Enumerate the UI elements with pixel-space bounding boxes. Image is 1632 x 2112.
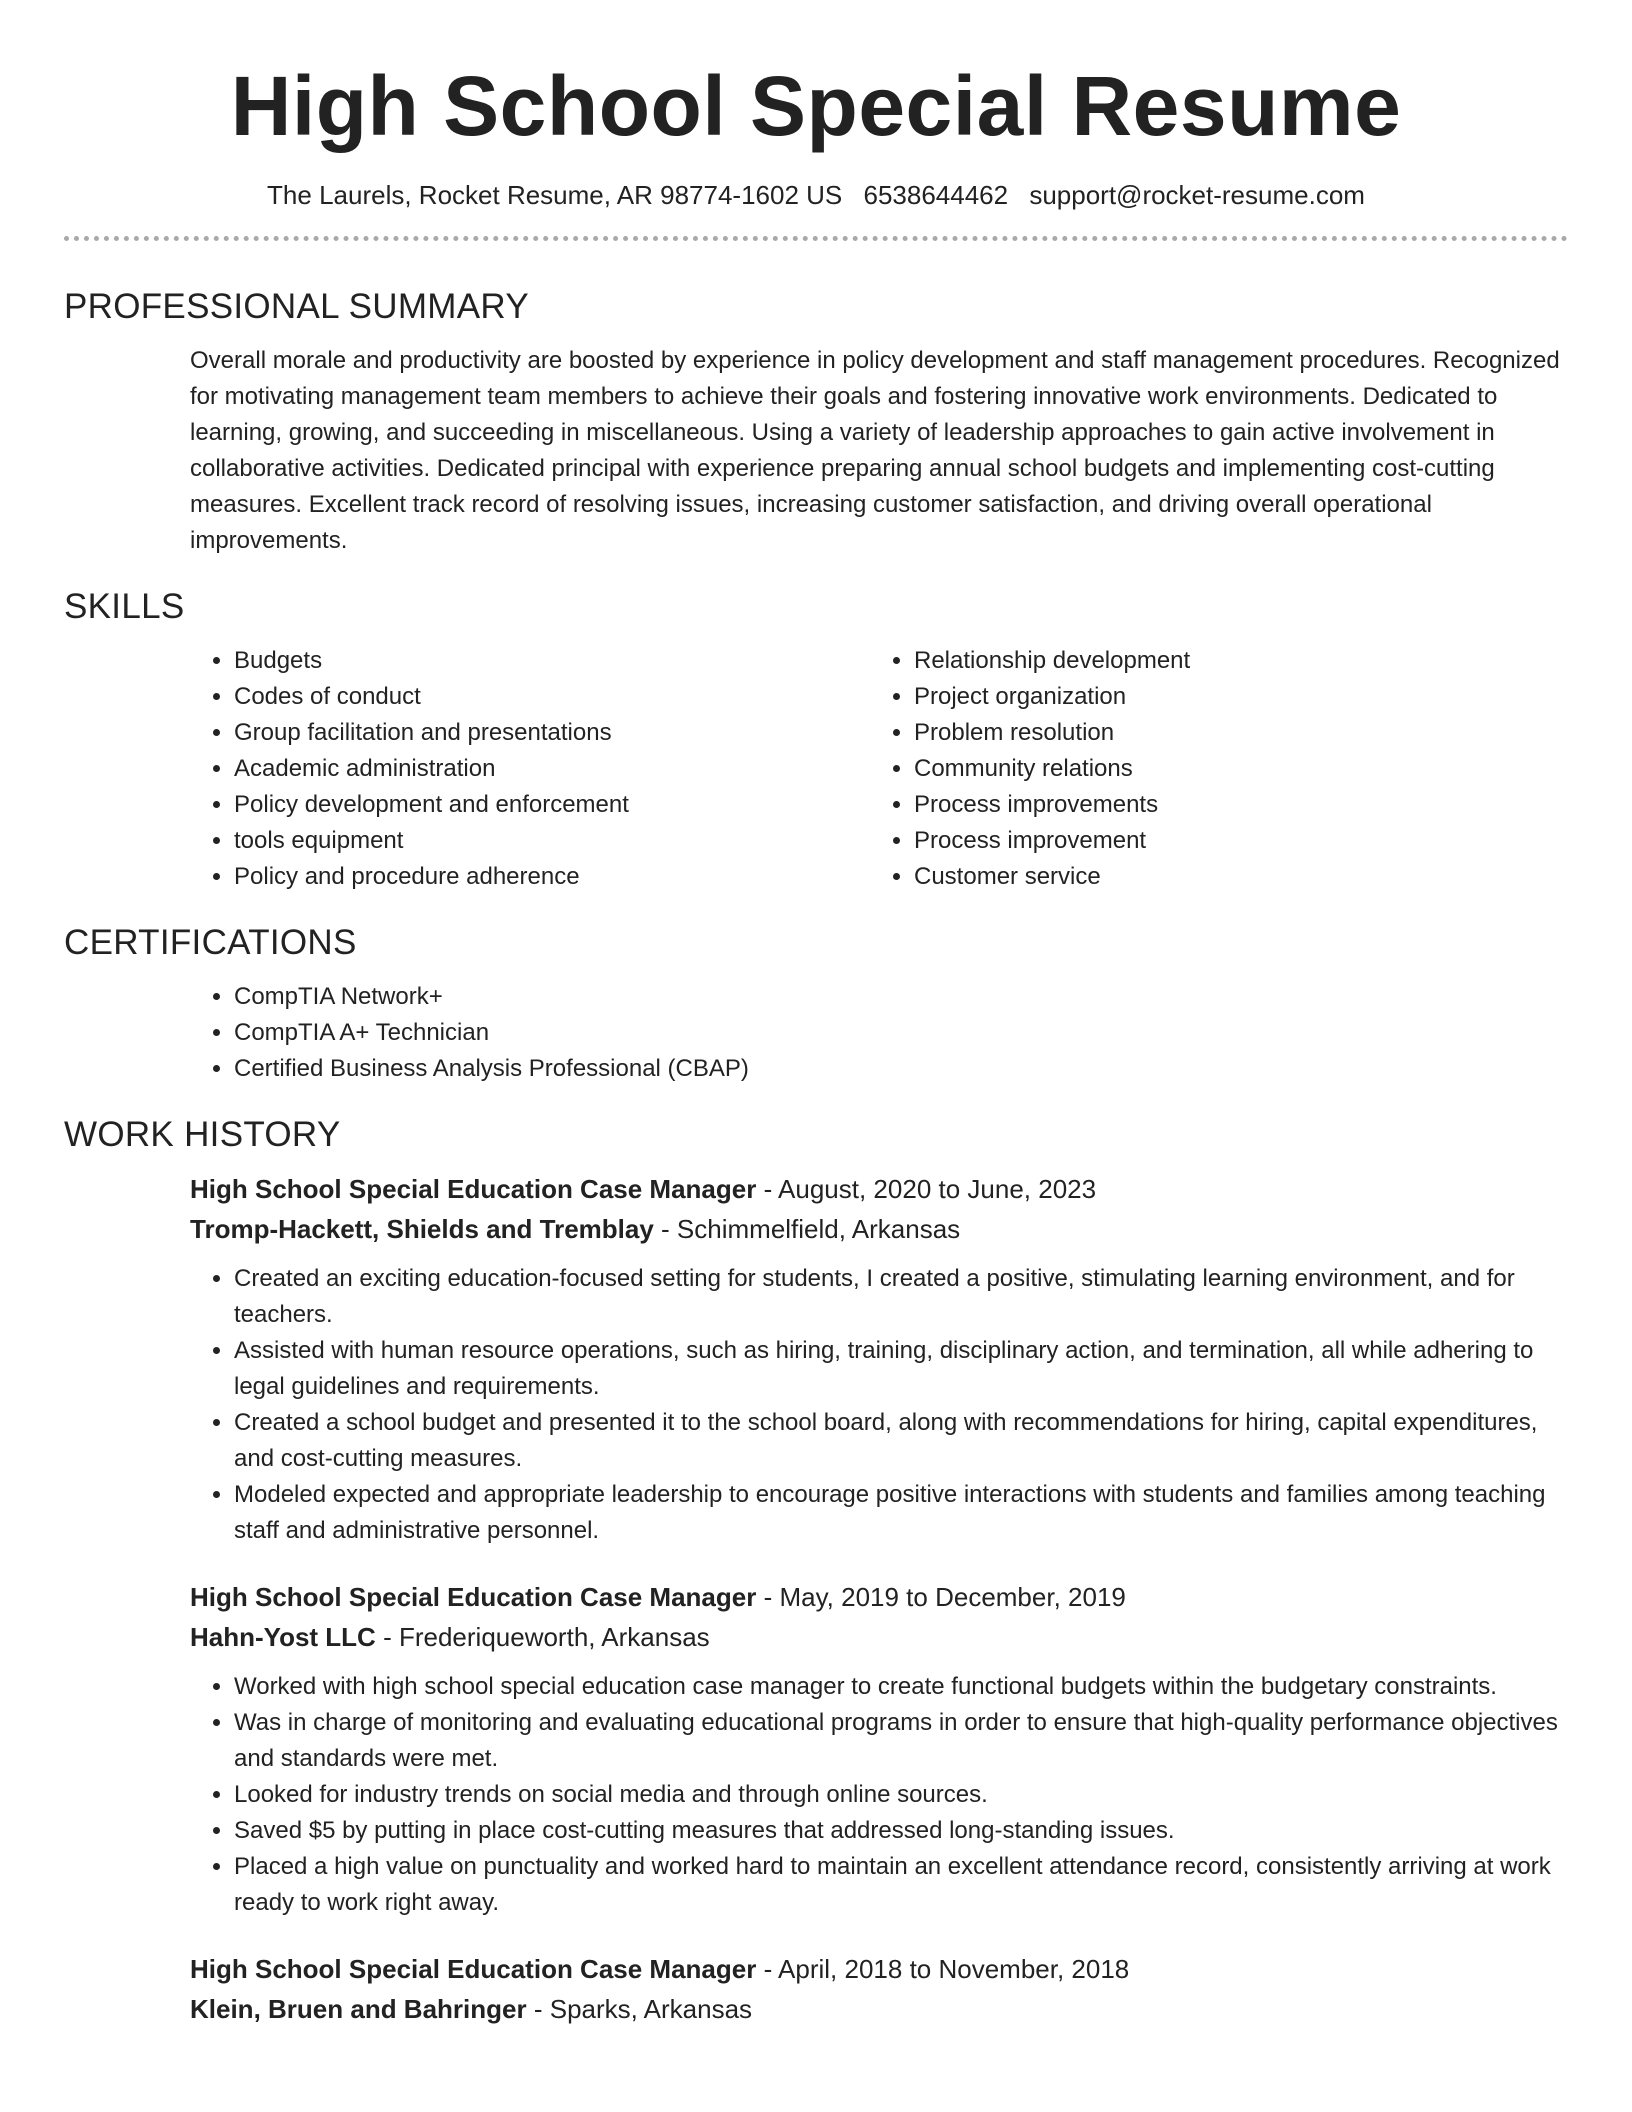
phone-text: 6538644462 <box>863 180 1009 210</box>
list-item: • Group facilitation and presentations <box>234 715 870 751</box>
summary-text: Overall morale and productivity are boosted by experience in policy development and staff management procedures. Recognized for motivating management team members to achieve their goals and fostering innovative work environments. Dedicated to learning, growing, and succeeding in miscellaneous. Using a variety of leadership approaches to gain active involvement in collaborative activities. Dedicated principal with experience preparing annual school budgets and implementing cost-cutting measures. Excellent track record of resolving issues, increasing customer satisfaction, and driving overall operational improvements. <box>190 347 1560 554</box>
skills-grid <box>190 643 1568 895</box>
job-company-line <box>190 1617 1568 1657</box>
list-item: • Modeled expected and appropriate leadership to encourage positive interactions with students and families among teaching staff and administrative personnel. <box>234 1477 1568 1549</box>
job-company: Hahn-Yost LLC <box>190 1622 376 1652</box>
list-item: • Certified Business Analysis Professional (CBAP) <box>234 1051 1568 1087</box>
job-company-line <box>190 1209 1568 1249</box>
job-entry <box>190 1949 1568 2029</box>
list-item: • Customer service <box>914 859 1568 895</box>
list-item: • Was in charge of monitoring and evaluating educational programs in order to ensure that high-quality performance objectives and standards were met. <box>234 1705 1568 1777</box>
job-title-line <box>190 1949 1568 1989</box>
list-item: • Placed a high value on punctuality and worked hard to maintain an excellent attendance record, consistently arriving at work ready to work right away. <box>234 1849 1568 1921</box>
job-dates: - August, 2020 to June, 2023 <box>763 1174 1097 1204</box>
job-entry <box>190 1169 1568 1549</box>
job-title: High School Special Education Case Manager <box>190 1174 757 1204</box>
list-item: • Process improvement <box>914 823 1568 859</box>
list-item: • Worked with high school special education case manager to create functional budgets within the budgetary constraints. <box>234 1669 1568 1705</box>
list-item: • Project organization <box>914 679 1568 715</box>
job-bullets <box>190 1669 1568 1921</box>
list-item: • CompTIA Network+ <box>234 979 1568 1015</box>
list-item: • Problem resolution <box>914 715 1568 751</box>
list-item: • Policy and procedure adherence <box>234 859 870 895</box>
job-company: Klein, Bruen and Bahringer <box>190 1994 527 2024</box>
job-company-line <box>190 1989 1568 2029</box>
job-location: - Frederiqueworth, Arkansas <box>383 1622 710 1652</box>
list-item: • Assisted with human resource operations, such as hiring, training, disciplinary action, and termination, all while adhering to legal guidelines and requirements. <box>234 1333 1568 1405</box>
list-item: • Process improvements <box>914 787 1568 823</box>
job-entry <box>190 1577 1568 1921</box>
skills-left-list <box>190 643 870 895</box>
job-location: - Sparks, Arkansas <box>533 1994 753 2024</box>
work-history-section <box>64 1113 1568 2029</box>
list-item: • Created a school budget and presented it to the school board, along with recommendations for hiring, capital expenditures, and cost-cutting measures. <box>234 1405 1568 1477</box>
job-location: - Schimmelfield, Arkansas <box>661 1214 961 1244</box>
certifications-list-wrap <box>190 979 1568 1087</box>
list-item: • CompTIA A+ Technician <box>234 1015 1568 1051</box>
certifications-title: CERTIFICATIONS <box>64 923 357 962</box>
list-item: • Saved $5 by putting in place cost-cutting measures that addressed long-standing issues. <box>234 1813 1568 1849</box>
resume-name: High School Special Resume <box>230 59 1402 153</box>
list-item: • Policy development and enforcement <box>234 787 870 823</box>
list-item: • Codes of conduct <box>234 679 870 715</box>
list-item: • tools equipment <box>234 823 870 859</box>
contact-line <box>64 178 1568 212</box>
job-company: Tromp-Hackett, Shields and Tremblay <box>190 1214 654 1244</box>
summary-section <box>64 285 1568 559</box>
list-item: • Budgets <box>234 643 870 679</box>
list-item: • Looked for industry trends on social media and through online sources. <box>234 1777 1568 1813</box>
job-title-line <box>190 1577 1568 1617</box>
header-divider <box>64 236 1568 241</box>
work-history-title: WORK HISTORY <box>64 1115 341 1154</box>
job-title-line <box>190 1169 1568 1209</box>
job-bullets <box>190 1261 1568 1549</box>
skills-title: SKILLS <box>64 587 185 626</box>
certifications-list <box>190 979 1568 1087</box>
list-item: • Community relations <box>914 751 1568 787</box>
job-dates: - May, 2019 to December, 2019 <box>763 1582 1126 1612</box>
skills-section <box>64 585 1568 895</box>
address-text: The Laurels, Rocket Resume, AR 98774-1602 US <box>267 180 843 210</box>
job-dates: - April, 2018 to November, 2018 <box>763 1954 1130 1984</box>
list-item: • Created an exciting education-focused setting for students, I created a positive, stimulating learning environment, and for teachers. <box>234 1261 1568 1333</box>
job-title: High School Special Education Case Manager <box>190 1954 757 1984</box>
email-link[interactable]: support@rocket-resume.com <box>1029 180 1365 210</box>
certifications-section <box>64 921 1568 1087</box>
summary-title: PROFESSIONAL SUMMARY <box>64 287 529 326</box>
list-item: • Academic administration <box>234 751 870 787</box>
skills-right-list <box>870 643 1568 895</box>
job-title: High School Special Education Case Manager <box>190 1582 757 1612</box>
list-item: • Relationship development <box>914 643 1568 679</box>
